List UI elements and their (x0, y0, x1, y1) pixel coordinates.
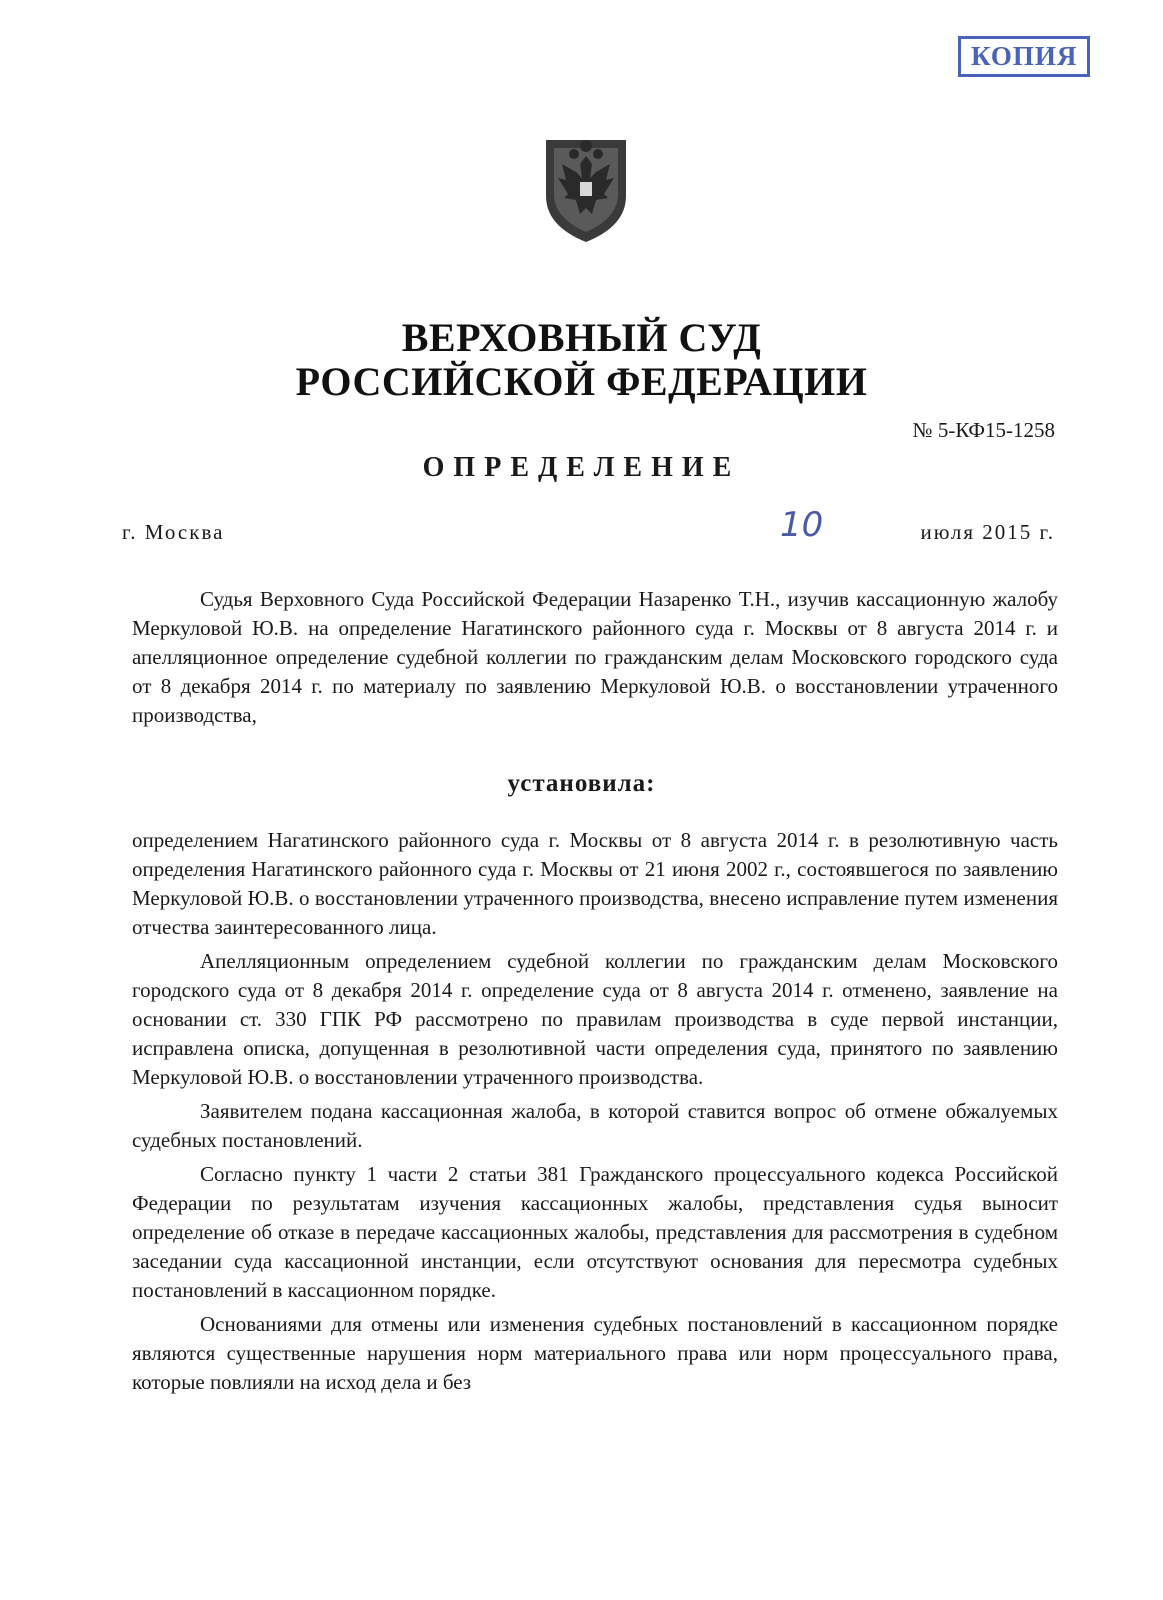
intro-text: Судья Верховного Суда Российской Федерации Назаренко Т.Н., изучив кассационную жалобу Меркуловой Ю.В. на определение Нагатинского районного суда г. Москвы от 8 августа 2014 г. и апелляционное определение судебной коллегии по гражданским делам Московского городского суда от 8 декабря 2014 г. по материалу по заявлению Меркуловой Ю.В. о восстановлении утраченного производства, (132, 587, 1058, 727)
paragraph: определением Нагатинского районного суда г. Москвы от 8 августа 2014 г. в резолютивную часть определения Нагатинского районного суда г. Москвы от 21 июня 2002 г., состоявшегося по заявлению Меркуловой Ю.В. о восстановлении утраченного производства, внесено исправление путем изменения отчества заинтересованного лица. (132, 828, 1058, 939)
paragraph: Основаниями для отмены или изменения судебных постановлений в кассационном порядке являются существенные нарушения норм материального права или норм процессуального права, которые повлияли на исход дела и без (132, 1312, 1058, 1394)
document-type-heading: ОПРЕДЕЛЕНИЕ (422, 452, 741, 483)
court-name-line-1: ВЕРХОВНЫЙ СУД (401, 315, 762, 360)
established-heading: установила: (507, 770, 656, 797)
date-day-handwritten: 10 (780, 505, 824, 545)
city: г. Москва (122, 520, 225, 544)
court-name-line-2: РОССИЙСКОЙ ФЕДЕРАЦИИ (295, 359, 868, 404)
coat-of-arms-icon (536, 134, 636, 246)
paragraph: Заявителем подана кассационная жалоба, в которой ставится вопрос об отмене обжалуемых судебных постановлений. (132, 1099, 1058, 1152)
date-month-year: июля 2015 г. (920, 520, 1055, 544)
intro-paragraph (132, 585, 1058, 730)
paragraph: Согласно пункту 1 части 2 статьи 381 Гражданского процессуального кодекса Российской Федерации по результатам изучения кассационных жалобы, представления судья выносит определение об отказе в передаче кассационных жалобы, представления для рассмотрения в судебном заседании суда кассационной инстанции, если отсутствуют основания для пересмотра судебных постановлений в кассационном порядке. (132, 1162, 1058, 1302)
copy-stamp: КОПИЯ (958, 36, 1090, 77)
case-number: № 5-КФ15-1258 (912, 418, 1055, 442)
paragraph: Апелляционным определением судебной коллегии по гражданским делам Московского городского суда от 8 декабря 2014 г. определение суда от 8 августа 2014 г. отменено, заявление на основании ст. 330 ГПК РФ рассмотрено по правилам производства в суде первой инстанции, исправлена описка, допущенная в резолютивной части определения суда, принятого по заявлению Меркуловой Ю.В. о восстановлении утраченного производства. (132, 949, 1058, 1089)
main-text (132, 826, 1058, 1402)
